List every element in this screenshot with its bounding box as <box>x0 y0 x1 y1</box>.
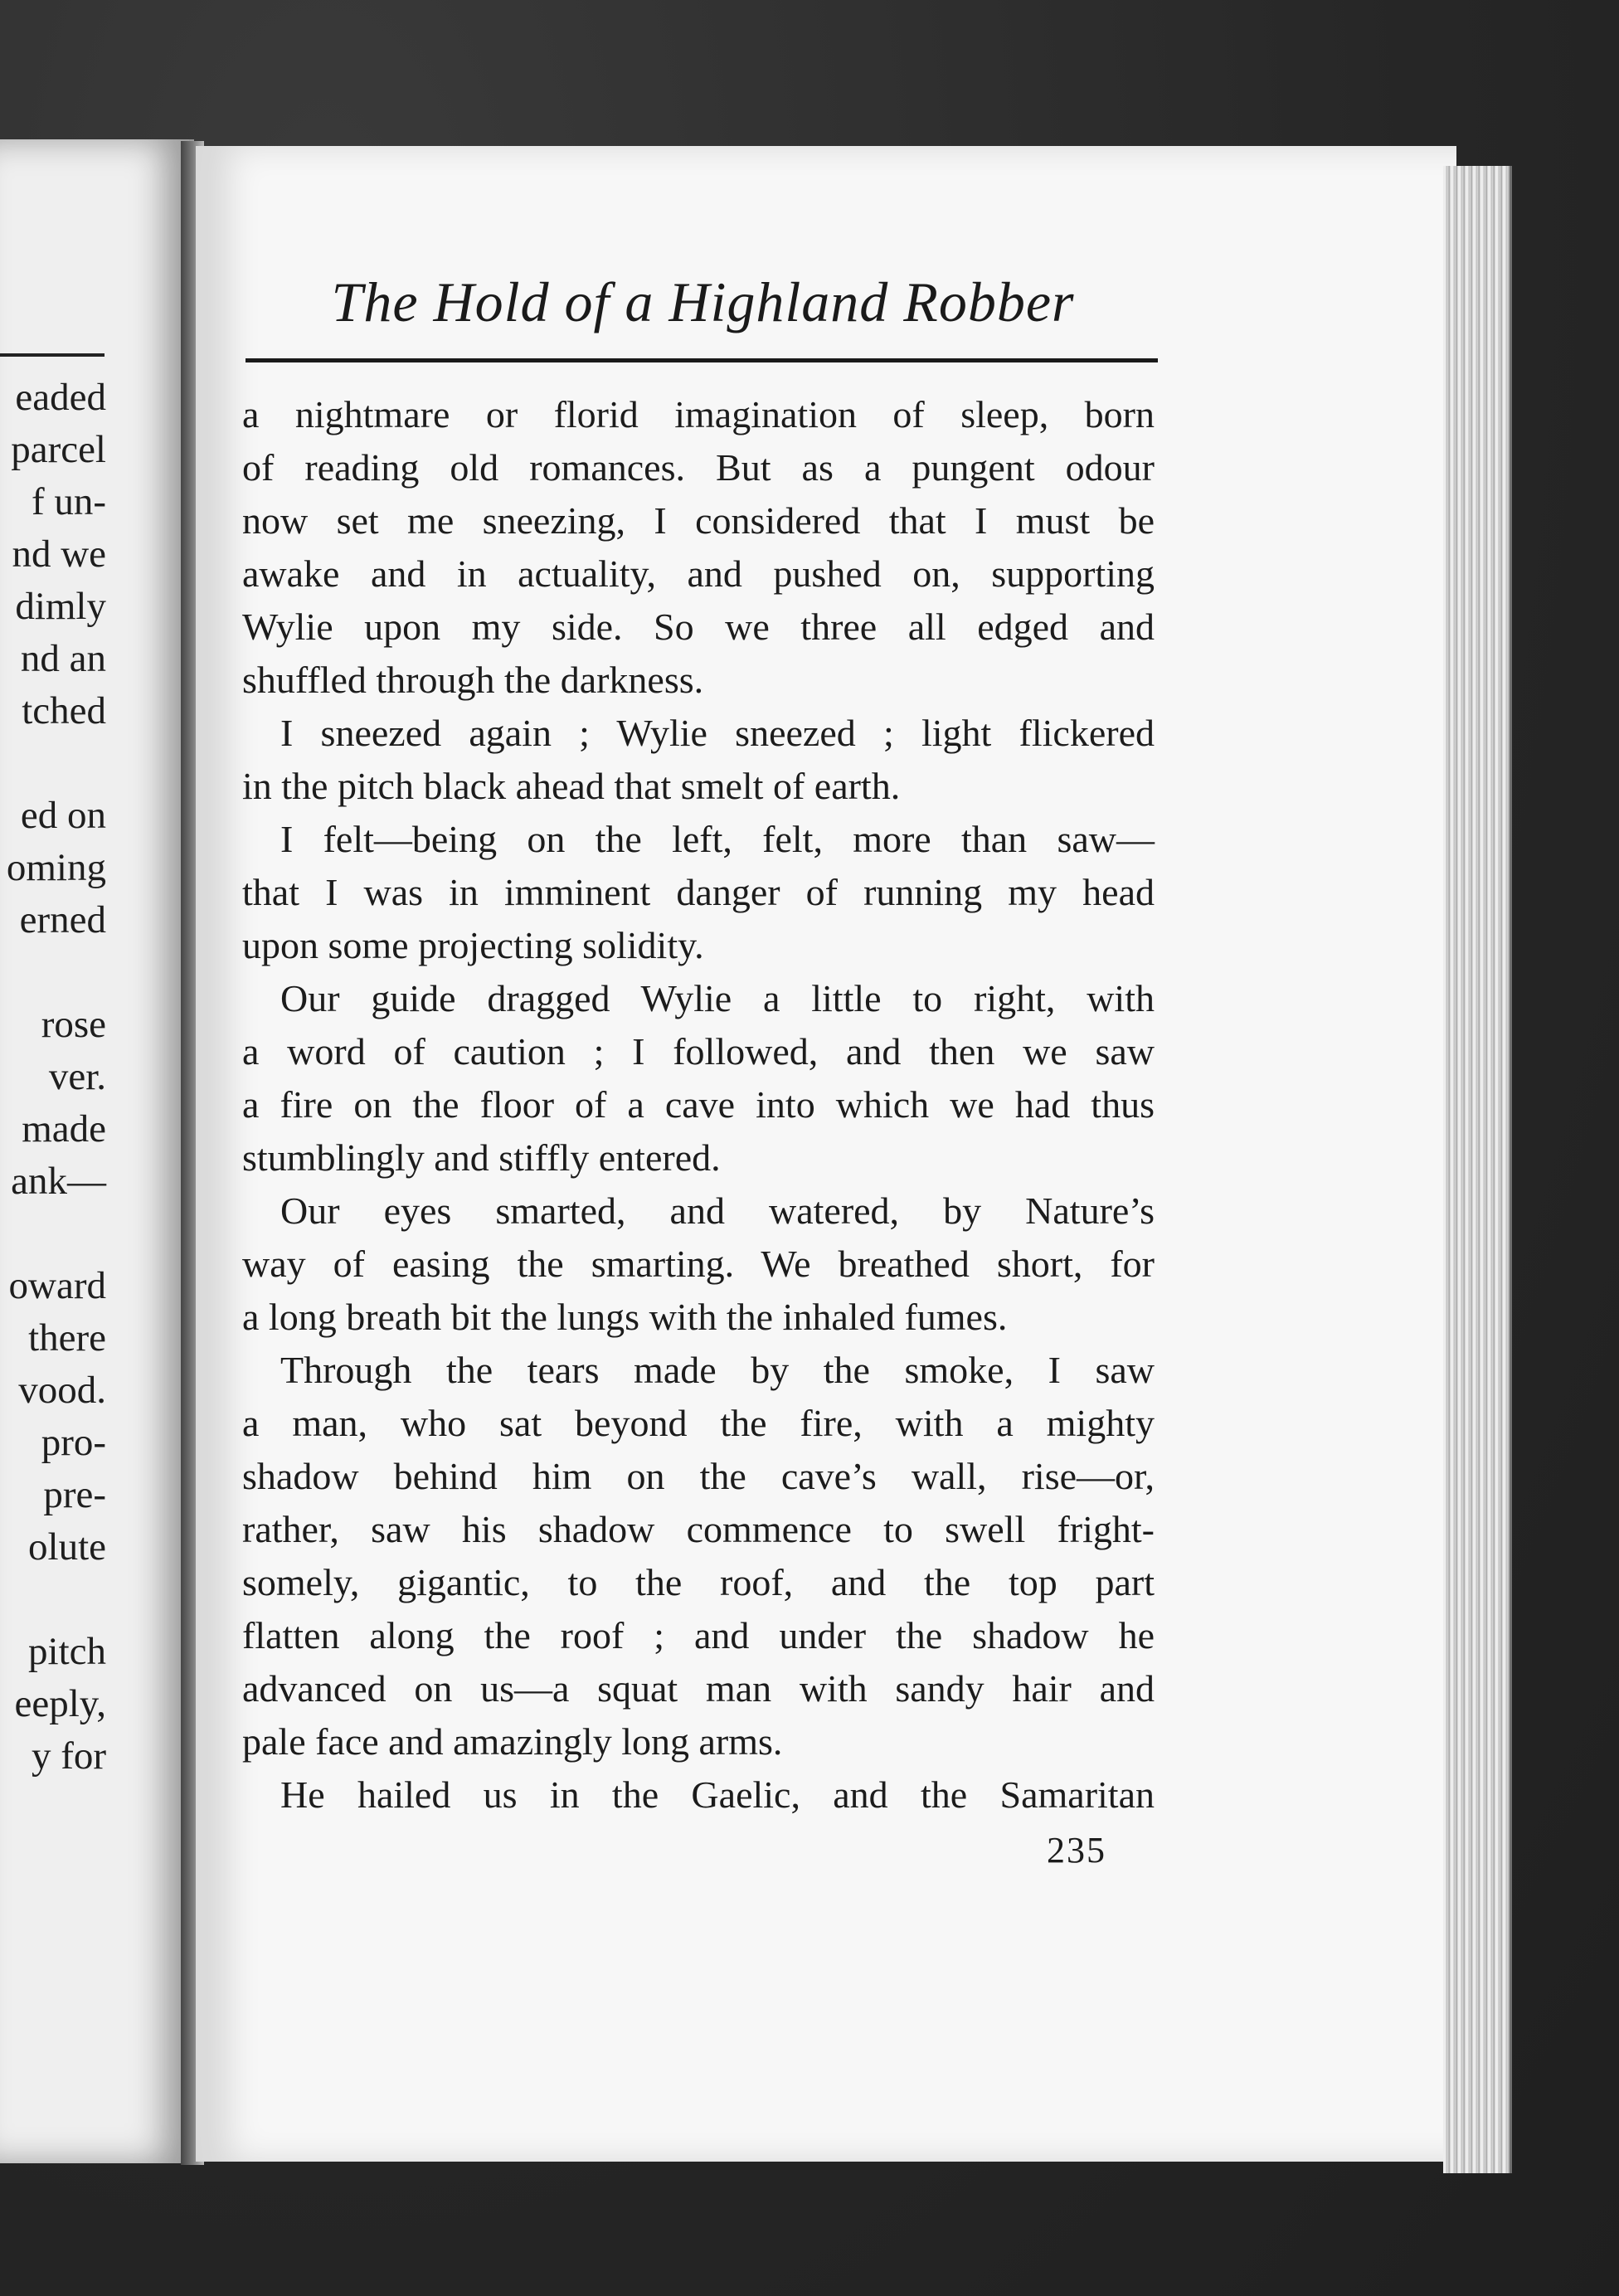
text-line: I felt—being on the left, felt, more than saw— <box>280 818 1155 860</box>
text-line: shuffled through the darkness. <box>242 659 704 701</box>
text-line: Our eyes smarted, and watered, by Nature’s <box>280 1189 1155 1232</box>
header-rule <box>246 358 1158 362</box>
previous-page-line: nd an <box>20 637 106 680</box>
text-line: Our guide dragged Wylie a little to right, with <box>280 977 1155 1019</box>
previous-page-line: pro- <box>41 1421 106 1464</box>
previous-page <box>0 139 194 2163</box>
previous-page-line: y for <box>31 1734 106 1778</box>
text-line: advanced on us—a squat man with sandy hair and <box>242 1667 1155 1710</box>
previous-page-line: pitch <box>28 1630 106 1673</box>
text-line: a man, who sat beyond the fire, with a mighty <box>242 1402 1155 1444</box>
previous-page-line <box>7 737 106 790</box>
text-line: somely, gigantic, to the roof, and the top part <box>242 1561 1155 1603</box>
text-line: a fire on the floor of a cave into which we had thus <box>242 1083 1155 1126</box>
text-line: I sneezed again ; Wylie sneezed ; light flickered <box>280 712 1155 754</box>
text-line: a word of caution ; I followed, and then we saw <box>242 1030 1155 1073</box>
text-line: a nightmare or florid imagination of sleep, born <box>242 393 1155 435</box>
previous-page-line <box>7 946 106 999</box>
previous-page-line: ver. <box>48 1055 106 1098</box>
text-line: Wylie upon my side. So we three all edged and <box>242 606 1155 648</box>
previous-page-line: f un- <box>31 480 106 523</box>
text-line: a long breath bit the lungs with the inhaled fumes. <box>242 1296 1008 1338</box>
text-line: Through the tears made by the smoke, I saw <box>280 1349 1155 1391</box>
text-line: He hailed us in the Gaelic, and the Samaritan <box>280 1773 1155 1816</box>
previous-page-line: olute <box>28 1525 106 1569</box>
previous-page-line <box>7 1574 106 1626</box>
previous-page-line: ank— <box>11 1160 106 1203</box>
previous-page-line: eeply, <box>14 1682 106 1725</box>
text-line: awake and in actuality, and pushed on, supporting <box>242 552 1155 595</box>
previous-page-line: eaded <box>15 376 106 419</box>
previous-page-line: erned <box>19 898 106 941</box>
text-line: pale face and amazingly long arms. <box>242 1720 783 1763</box>
text-line: upon some projecting solidity. <box>242 924 704 966</box>
previous-page-line: nd we <box>12 533 106 576</box>
text-line: that I was in imminent danger of running my head <box>242 871 1155 913</box>
text-line: flatten along the roof ; and under the shadow he <box>242 1614 1155 1656</box>
previous-page-header-rule <box>0 353 105 357</box>
text-line: rather, saw his shadow commence to swell fright- <box>242 1508 1155 1550</box>
previous-page-line: oward <box>8 1264 106 1307</box>
previous-page-line: made <box>22 1107 106 1150</box>
text-line: in the pitch black ahead that smelt of earth. <box>242 765 901 807</box>
running-head: The Hold of a Highland Robber <box>331 270 1075 333</box>
previous-page-text-fragments <box>7 372 106 1783</box>
previous-page-line <box>7 1208 106 1260</box>
previous-page-line: dimly <box>15 585 106 628</box>
text-line: shadow behind him on the cave’s wall, rise—or, <box>242 1455 1155 1497</box>
previous-page-line: pre- <box>43 1473 106 1516</box>
text-line: now set me sneezing, I considered that I must be <box>242 499 1155 542</box>
body-text <box>242 388 1155 1822</box>
previous-page-line: oming <box>6 846 106 889</box>
previous-page-line: tched <box>22 689 106 732</box>
page-number: 235 <box>1047 1830 1106 1870</box>
previous-page-line: ed on <box>20 794 106 837</box>
text-line: of reading old romances. But as a pungent odour <box>242 446 1155 489</box>
text-line: way of easing the smarting. We breathed short, for <box>242 1243 1155 1285</box>
previous-page-line: parcel <box>11 428 106 471</box>
previous-page-line: vood. <box>18 1369 106 1412</box>
previous-page-line: there <box>28 1316 106 1360</box>
text-line: stumblingly and stiffly entered. <box>242 1136 721 1179</box>
page-edges <box>1443 166 1512 2173</box>
previous-page-line: rose <box>41 1003 106 1046</box>
